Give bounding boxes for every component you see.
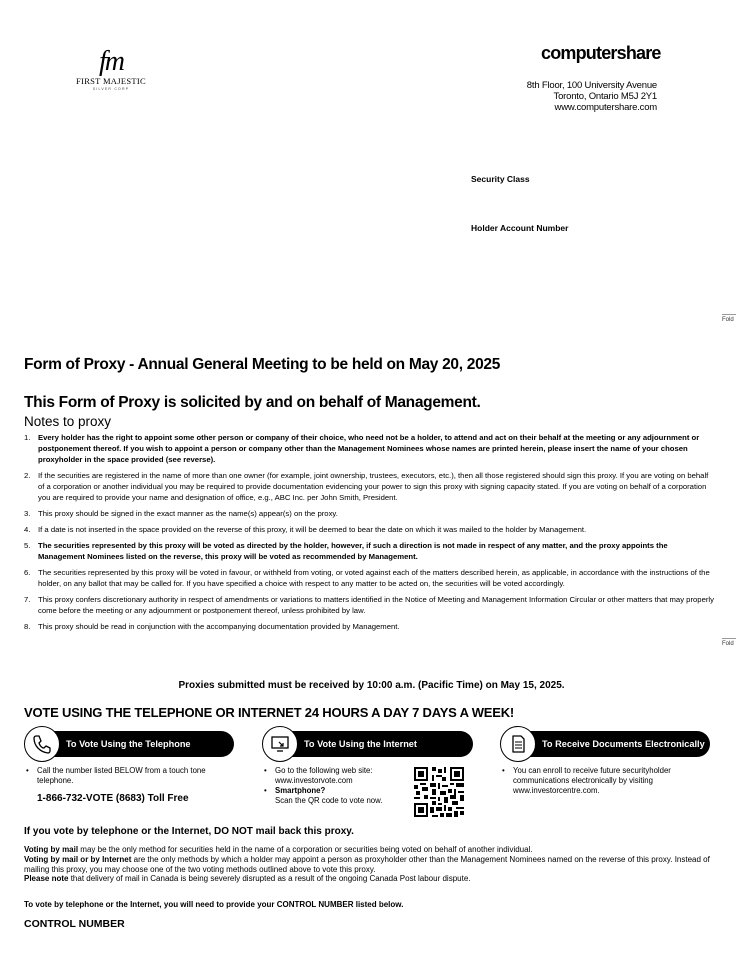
mail-voting-label: Voting by mail	[24, 845, 79, 854]
note-item	[24, 621, 714, 632]
security-class-label: Security Class	[471, 174, 530, 184]
smartphone-text: Scan the QR code to vote now.	[275, 796, 383, 805]
note-number: 7.	[24, 595, 31, 604]
computershare-logo	[540, 43, 660, 64]
control-number-note: To vote by telephone or the Internet, you will need to provide your CONTROL NUMBER listed below.	[24, 900, 404, 909]
mail-voting-text: may be the only method for securities held in the name of a corporation or securities being voted on behalf of another individual.	[78, 845, 533, 854]
proxy-deadline: Proxies submitted must be received by 10:00 a.m. (Pacific Time) on May 15, 2025.	[178, 680, 565, 691]
vote-heading: VOTE USING THE TELEPHONE OR INTERNET 24 HOURS A DAY 7 DAYS A WEEK!	[24, 705, 515, 720]
logo-monogram: fm	[99, 46, 123, 77]
note-number: 3.	[24, 509, 31, 518]
note-number: 5.	[24, 541, 31, 550]
please-note-label: Please note	[24, 874, 69, 884]
control-number-label: CONTROL NUMBER	[24, 918, 125, 930]
note-item	[24, 540, 714, 562]
note-text: If a date is not inserted in the space provided on the reverse of this proxy, it will be deemed to bear the date on which it was mailed to the holder by Management.	[38, 525, 587, 534]
fold-marker: Fold	[722, 641, 734, 647]
holder-account-number-label: Holder Account Number	[471, 223, 569, 233]
internet-vote-title: To Vote Using the Internet	[304, 739, 417, 749]
fold-line	[722, 314, 736, 315]
mail-internet-label: Voting by mail or by Internet	[24, 854, 132, 864]
first-majestic-logo	[72, 46, 150, 91]
note-text: The securities represented by this proxy will be voted as directed by the holder, however, if such a direction is not made in respect of any matter, and the proxy appoints the Management Nominees listed on the reverse, this proxy will be voted as recommended by Management.	[38, 541, 668, 561]
internet-icon	[262, 726, 298, 762]
note-number: 6.	[24, 568, 31, 577]
electronic-docs-title: To Receive Documents Electronically	[542, 739, 705, 749]
notes-heading: Notes to proxy	[24, 414, 112, 429]
fold-marker: Fold	[722, 317, 734, 323]
electronic-bullet: You can enroll to receive future securityholder communications electronically by visiting	[513, 766, 671, 785]
address-line: Toronto, Ontario M5J 2Y1	[553, 91, 657, 102]
internet-vote-banner	[278, 731, 473, 757]
note-text: This proxy confers discretionary authority in respect of amendments or variations to matters identified in the Notice of Meeting and Management Information Circular or other matters that may properly come before the meeting or any adjournment or postponement thereof, unless prohibited by law.	[38, 595, 714, 615]
mail-internet-text: are the only methods by which a holder may appoint a person as proxyholder other than the Management Nominees named on the reverse of this proxy. Instead of mailing this proxy, you may choose one of the two voting methods outlined above to vote this proxy.	[24, 854, 710, 874]
note-item	[24, 524, 714, 535]
internet-instructions: • Go to the following web site: www.investorvote.com • Smartphone? Scan the QR code to vote now.	[264, 766, 383, 805]
investorvote-link[interactable]: www.investorvote.com	[275, 776, 353, 785]
telephone-icon	[24, 726, 60, 762]
document-icon	[500, 726, 536, 762]
note-item	[24, 508, 714, 519]
note-item	[24, 470, 714, 503]
note-item	[24, 567, 714, 589]
telephone-instructions: • Call the number listed BELOW from a touch tone telephone.	[26, 766, 231, 786]
note-item	[24, 432, 714, 465]
computershare-wordmark: computershare	[541, 43, 661, 63]
telephone-vote-banner	[40, 731, 234, 757]
note-text: This proxy should be signed in the exact manner as the name(s) appear(s) on the proxy.	[38, 509, 338, 518]
electronic-docs-banner	[516, 731, 710, 757]
voting-method-notes	[24, 845, 714, 884]
address-line: 8th Floor, 100 University Avenue	[526, 80, 657, 91]
note-number: 2.	[24, 471, 31, 480]
investorcentre-link[interactable]: www.investorcentre.com.	[513, 786, 600, 795]
smartphone-label: Smartphone?	[275, 786, 326, 795]
electronic-docs-instructions: • You can enroll to receive future securityholder communications electronically by visiting www.investorcentre.com.	[502, 766, 671, 795]
note-item	[24, 594, 714, 616]
address-website: www.computershare.com	[554, 102, 657, 113]
form-title: Form of Proxy - Annual General Meeting to be held on May 20, 2025	[24, 356, 501, 373]
telephone-bullet: Call the number listed BELOW from a touch tone telephone.	[37, 766, 206, 785]
agent-address	[480, 80, 657, 113]
note-text: If the securities are registered in the name of more than one owner (for example, joint ownership, trustees, executors, etc.), then all those registered should sign this proxy. If you are voting on behalf of a corporation or another individual you may be required to provide documentation evidencing your power to sign this proxy with signing capacity stated. If you are voting on behalf of a corporation you are required to provide your name and designation of office, e.g., ABC Inc. per John Smith, President.	[38, 471, 709, 502]
note-number: 8.	[24, 622, 31, 631]
logo-company-subtitle: SILVER CORP	[92, 87, 130, 91]
note-text: The securities represented by this proxy will be voted in favour, or withheld from voting, or voted against each of the matters described herein, as applicable, in accordance with the instructions of the holder, on any ballot that may be called for. If you have specified a choice with respect to any matter to be acted on, the securities will be voted accordingly.	[38, 568, 710, 588]
logo-company-name: FIRST MAJESTIC	[76, 76, 146, 86]
note-text: Every holder has the right to appoint some other person or company of their choice, who need not be a holder, to attend and act on their behalf at the meeting or any adjournment or postponement thereof. If you wish to appoint a person or company other than the Management Nominees whose names are printed herein, please insert the name of your chosen proxyholder in the space provided (see reverse).	[38, 433, 700, 464]
notes-list	[24, 432, 714, 637]
internet-bullet: Go to the following web site:	[275, 766, 373, 775]
fold-line	[722, 638, 736, 639]
note-number: 4.	[24, 525, 31, 534]
note-number: 1.	[24, 433, 31, 442]
please-note-text: that delivery of mail in Canada is being severely disrupted as a result of the ongoing Canada Post labour dispute.	[68, 874, 471, 884]
qr-code[interactable]	[414, 767, 466, 819]
telephone-number[interactable]: 1-866-732-VOTE (8683) Toll Free	[37, 793, 189, 804]
solicitation-heading: This Form of Proxy is solicited by and on behalf of Management.	[24, 394, 481, 411]
do-not-mail-note: If you vote by telephone or the Internet, DO NOT mail back this proxy.	[24, 826, 354, 837]
telephone-vote-title: To Vote Using the Telephone	[66, 739, 191, 749]
note-text: This proxy should be read in conjunction with the accompanying documentation provided by Management.	[38, 622, 400, 631]
